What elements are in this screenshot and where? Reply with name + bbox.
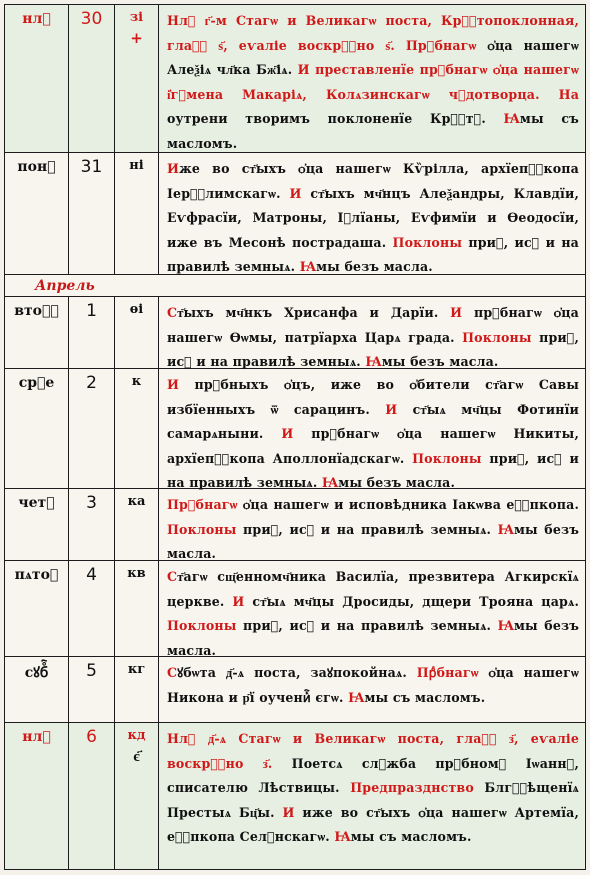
calendar-row — [5, 723, 585, 869]
weekday-cell — [5, 561, 69, 656]
rubric-text: Нлⷣ г҃-м Стагѡ и Великагѡ поста, Крⷭ҇топоклонная, глаⷭ҇ ѕ҃, еѵаліе воскрⷭ҇но ѕ҃. — [167, 13, 579, 53]
rubric-text: И — [232, 593, 245, 609]
weekday-cell — [5, 489, 69, 560]
entry-text — [167, 301, 579, 375]
rubric-text: И — [289, 185, 302, 201]
body-text: мы безъ масла. — [381, 354, 499, 369]
weekday-label: пѧтоⷦ — [14, 567, 59, 583]
entry-text — [167, 9, 579, 156]
body-text: т҃ыхъ мч҃нкъ Хрисанфа и Дарїи. — [177, 305, 451, 320]
body-text: ст҃ыхъ мч҃нцъ Алеѯандры, Клавдїи, Еѵфрасїи, Матроны, Іꙋлїаны, Еѵфимїи и Ѳеодосїи, иже въ Месонѣ пострадаша. — [167, 185, 579, 250]
calendar-table — [4, 4, 586, 870]
body-text: приⷯ, исⷯ и на правилѣ земныѧ. — [167, 234, 579, 274]
rubric-text: Ꙗ — [334, 829, 351, 844]
month-header-row — [5, 275, 585, 297]
slavonic-date-cell — [115, 657, 159, 722]
calendar-row — [5, 297, 585, 369]
body-text — [540, 87, 559, 102]
date-cell — [69, 297, 115, 368]
body-text: мы съ масломъ. — [167, 111, 579, 151]
calendar-row — [5, 369, 585, 489]
rubric-text: Ꙗ — [497, 618, 514, 633]
body-text: ст҃ыѧ мч҃цы Фотинїи самарѧныни. — [167, 401, 579, 441]
body-text: ѻ҆ца нашегѡ Никона и р҃ї оучениⷦ҇ єгѡ. — [167, 665, 579, 705]
entry-text — [167, 157, 579, 280]
rubric-text: И — [167, 161, 180, 176]
rubric-text: И — [385, 401, 398, 417]
slavonic-date-cell — [115, 5, 159, 152]
body-text: ѻ҆ца нашегѡ Алеѯіѧ чл҃ка Бж҃іѧ. — [167, 37, 579, 77]
date-number: 3 — [86, 493, 97, 513]
body-text: приⷯ, исⷯ и на правилѣ земныѧ. — [236, 618, 498, 633]
slavonic-numeral: зі — [129, 10, 144, 25]
date-number: 5 — [86, 661, 97, 681]
rubric-text: Ꙗ — [299, 259, 317, 274]
date-number: 6 — [86, 727, 97, 747]
body-text: оутрени творимъ поклоненїе Крⷭ҇тꙋ. — [167, 111, 504, 126]
entry-text — [167, 373, 579, 496]
rubric-text: Поклоны — [167, 618, 237, 633]
slavonic-numeral: к — [131, 374, 142, 389]
rubric-text: Ꙗ — [348, 689, 365, 705]
date-number: 30 — [80, 9, 103, 29]
body-text: мы безъ масла. — [167, 521, 580, 561]
date-cell — [69, 723, 115, 869]
body-text: мы безъ масла. — [316, 259, 433, 274]
date-number: 4 — [86, 565, 97, 585]
rubric-text: Ꙗ — [365, 354, 382, 369]
weekday-label: четⷡ — [18, 495, 55, 511]
date-cell — [69, 561, 115, 656]
weekday-cell — [5, 153, 69, 274]
body-text: ѻ҆ца нашегѡ и исповѣдника Іакѡва еⷪ҇пкопа. — [237, 497, 579, 512]
slavonic-date-cell — [115, 489, 159, 560]
rubric-text: И — [167, 377, 180, 392]
body-text: приⷯ, исⷯ и на правилѣ земныѧ. — [167, 329, 579, 369]
calendar-row — [5, 561, 585, 657]
entry-text-cell — [159, 489, 585, 560]
date-cell — [69, 657, 115, 722]
rubric-text: И — [282, 804, 295, 820]
entry-text-cell — [159, 153, 585, 274]
body-text: Поетсѧ слꙋжба прⷣбномꙋ Іѡаннꙋ, списателю Лѣствицы. — [167, 755, 579, 795]
date-number: 31 — [80, 157, 103, 177]
date-cell — [69, 5, 115, 152]
weekday-cell — [5, 5, 69, 152]
rubric-text: Поклоны — [412, 450, 482, 466]
cross-mark: + — [130, 29, 143, 47]
body-text: ꙋбѡта д҃-ѧ поста, заꙋпокойнаѧ. — [177, 665, 417, 680]
slavonic-date-cell — [115, 723, 159, 869]
entry-text-cell — [159, 657, 585, 722]
calendar-row — [5, 489, 585, 561]
rubric-text: Прⷣбнагѡ — [416, 665, 479, 680]
slavonic-date-cell — [115, 153, 159, 274]
slavonic-numeral: ѳі — [129, 302, 144, 317]
weekday-cell — [5, 723, 69, 869]
rubric-text: На — [558, 86, 579, 102]
calendar-row — [5, 5, 585, 153]
slavonic-date-cell — [115, 561, 159, 656]
rubric-text: Поклоны — [462, 329, 532, 345]
date-cell — [69, 153, 115, 274]
date-cell — [69, 369, 115, 488]
rubric-text: С — [167, 665, 178, 680]
body-text: мы безъ масла. — [167, 618, 580, 658]
body-text: приⷯ, исⷯ и на правилѣ земныѧ. — [167, 450, 579, 490]
rubric-text: Предпразднство — [350, 780, 474, 795]
weekday-cell — [5, 297, 69, 368]
weekday-label: сꙋбⷪ҇ — [24, 665, 49, 681]
rubric-text: преставленїе прⷣбнагѡ ѻ҆ца нашегѡ і҆гꙋмена Макаріѧ, Колѧзинскагѡ чꙋдотворца. — [167, 62, 579, 102]
date-cell — [69, 489, 115, 560]
entry-text — [167, 727, 579, 850]
rubric-text: Прⷣбнагѡ — [405, 37, 477, 53]
body-text: прⷣбнагѡ ѻ҆ца нашегѡ Ѳѡмы, патрїарха Царѧ града. — [167, 305, 579, 345]
rubric-text: Прⷣбнагѡ — [167, 497, 238, 512]
rubric-text: С — [167, 569, 178, 584]
date-number: 2 — [86, 373, 97, 393]
weekday-label: втоⷬ҇ — [14, 303, 59, 319]
weekday-label: нлⷣ — [22, 729, 51, 745]
calendar-row — [5, 153, 585, 275]
rubric-text: И — [297, 62, 310, 77]
weekday-cell — [5, 369, 69, 488]
rubric-text: С — [167, 305, 178, 320]
body-text: Блгⷭ҇ѣщенїѧ Престыѧ Бц҃ы. — [167, 780, 579, 820]
month-label: Апрель — [35, 278, 95, 294]
slavonic-date-cell — [115, 369, 159, 488]
weekday-cell — [5, 657, 69, 722]
body-text: прⷣбныхъ ѻ҆цъ, иже во ѻ҆бители ст҃агѡ Савы избїенныхъ ѿ сарацинъ. — [167, 377, 579, 417]
slavonic-week-numeral: є҃ — [133, 747, 140, 765]
calendar-row — [5, 657, 585, 723]
entry-text-cell — [159, 5, 585, 152]
date-number: 1 — [86, 301, 97, 321]
body-text: прⷣбнагѡ ѻ҆ца нашегѡ Никиты, архїепⷭ҇копа Аполлонїадскагѡ. — [167, 426, 579, 466]
slavonic-numeral: ка — [127, 494, 146, 509]
body-text: же во ст҃ыхъ ѻ҆ца нашегѡ Кѷрілла, архїепⷭ҇копа Іерⷭ҇лимскагѡ. — [167, 161, 579, 201]
slavonic-numeral: кв — [127, 566, 146, 581]
entry-text-cell — [159, 723, 585, 869]
entry-text-cell — [159, 297, 585, 368]
body-text: т҃агѡ сщ҃енномч҃ника Василїа, презвитера Агкирскїѧ церкве. — [167, 569, 579, 609]
body-text: ст҃ыѧ мч҃цы Дросиды, дщери Трояна царѧ. — [244, 593, 579, 609]
weekday-label: понⷣ — [17, 159, 56, 175]
slavonic-numeral: кг — [127, 662, 146, 677]
rubric-text: Поклоны — [392, 234, 463, 250]
rubric-text: И — [281, 426, 294, 441]
entry-text — [167, 661, 579, 710]
body-text: иже во ст҃ыхъ ѻ҆ца нашегѡ Артемїа, еⷪ҇пкопа Селꙋнскагѡ. — [167, 804, 579, 844]
rubric-text: Ꙗ — [497, 521, 514, 537]
body-text: мы безъ масла. — [338, 475, 456, 490]
entry-text — [167, 493, 579, 567]
entry-text — [167, 565, 579, 663]
body-text: приⷯ, исⷯ и на правилѣ земныѧ. — [236, 521, 498, 537]
weekday-label: нлⷣ — [22, 11, 51, 27]
slavonic-numeral: кд — [127, 728, 146, 743]
rubric-text: Нлⷣ д҃-ѧ Стагѡ и Великагѡ поста, глаⷭ҇ з҃, еѵаліе воскрⷭ҇но з҃. — [167, 731, 579, 771]
slavonic-numeral: ні — [129, 158, 144, 173]
rubric-text: Ꙗ — [503, 111, 520, 126]
rubric-text: И — [450, 305, 463, 320]
rubric-text: Ꙗ — [321, 475, 339, 490]
entry-text-cell — [159, 561, 585, 656]
body-text: мы съ масломъ. — [364, 689, 486, 705]
weekday-label: срⷣе — [18, 375, 55, 391]
slavonic-date-cell — [115, 297, 159, 368]
entry-text-cell — [159, 369, 585, 488]
body-text: мы съ масломъ. — [350, 829, 472, 844]
rubric-text: Поклоны — [167, 521, 237, 537]
